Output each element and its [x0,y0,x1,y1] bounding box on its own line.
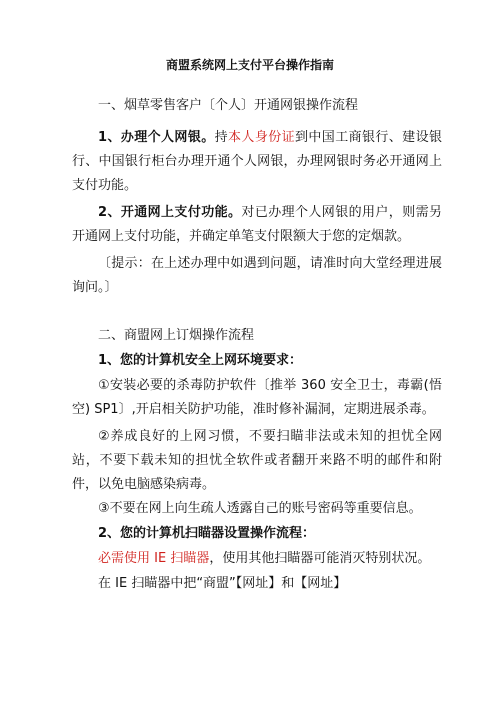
section2-heading: 二、商盟网上订烟操作流程 [98,328,255,343]
browser-requirement-rest: ，使用其他扫瞄器可能消灭特别状况。 [209,551,431,566]
section1-item1-post: 到中国工商银行、建设银行、中国银行柜台办理开通个人网银，办理网银时务必开通网上支付功能。 [72,130,442,193]
section1-item2-head: 2、开通网上支付功能。 [98,205,242,220]
section1-item1-head: 1、办理个人网银。 [98,130,215,145]
section1-item2 [72,201,442,249]
document-title: 商盟系统网上支付平台操作指南 [165,58,334,72]
section1-tip: 〔提示：在上述办理中如遇到问题，请准时向大堂经理进展询问。〕 [72,256,442,295]
section1-heading: 一、烟草零售客户〔个人〕开通网银操作流程 [98,98,359,113]
section2-item2-head: 2、您的计算机扫瞄器设置操作流程： [98,526,316,541]
ie-setting-line: 在 IE 扫瞄器中把“商盟”【网址】和【网址】 [98,576,347,591]
security-point-2: ②养成良好的上网习惯，不要扫瞄非法或未知的担忧全网站，不要下载未知的担忧全软件或者翻开来路不明的邮件和附件，以免电脑感染病毒。 [72,429,442,492]
id-card-highlight: 本人身份证 [228,130,296,145]
section1-item1 [72,126,442,198]
ie-browser-highlight: 必需使用 IE 扫瞄器 [98,551,210,566]
security-point-3: ③不要在网上向生疏人透露自己的账号密码等重要信息。 [98,501,422,516]
section2-item1-head: 1、您的计算机安全上网环境要求： [98,353,303,368]
section1-item2-text: 对已办理个人网银的用户，则需另开通网上支付功能，并确定单笔支付限额大于您的定烟款。 [72,205,442,244]
section1-item1-pre: 持 [214,130,229,145]
security-point-1: ①安装必要的杀毒防护软件〔推举 360 安全卫士，毒霸(悟空) SP1〕,开启相关防护功能，准时修补漏洞，定期进展杀毒。 [72,378,442,417]
browser-requirement [72,547,442,571]
